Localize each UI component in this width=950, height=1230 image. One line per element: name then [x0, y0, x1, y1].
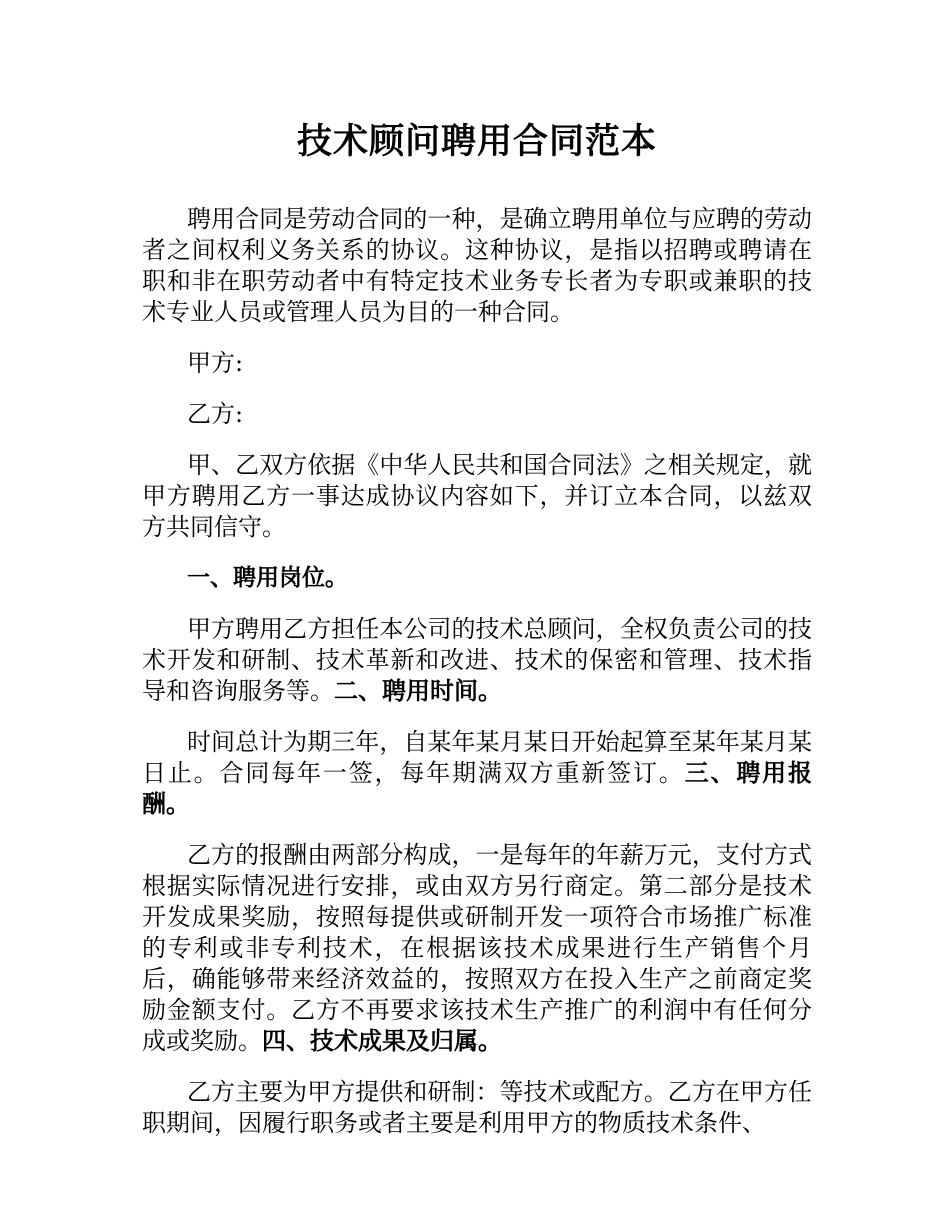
section-3-heading: 三、聘用报酬。 [142, 759, 813, 818]
section-4-heading: 四、技术成果及归属。 [262, 1027, 502, 1055]
section-2-heading: 二、聘用时间。 [334, 677, 502, 705]
section-2-body: 时间总计为期三年，自某年某月某日开始起算至某年某月某日止。合同每年一签，每年期满双方重新签订。 [142, 728, 812, 787]
document-title: 技术顾问聘用合同范本 [296, 122, 657, 162]
section-2-paragraph [142, 727, 812, 820]
section-1-paragraph [142, 614, 812, 707]
section-3-body: 乙方的报酬由两部分构成，一是每年的年薪万元，支付方式根据实际情况进行安排，或由双方另行商定。第二部分是技术开发成果奖励，按照每提供或研制开发一项符合市场推广标准的专利或非专利技术，在根据该技术成果进行生产销售个月后，确能够带来经济效益的，按照双方在投入生产之前商定奖励金额支付。乙方不再要求该技术生产推广的利润中有任何分成或奖励。 [142, 841, 812, 1055]
intro-paragraph: 聘用合同是劳动合同的一种，是确立聘用单位与应聘的劳动者之间权利义务关系的协议。这种协议，是指以招聘或聘请在职和非在职劳动者中有特定技术业务专长者为专职或兼职的技术专业人员或管理人员为目的一种合同。 [142, 205, 812, 326]
party-a-line: 甲方: [187, 349, 244, 377]
section-1-body: 甲方聘用乙方担任本公司的技术总顾问，全权负责公司的技术开发和研制、技术革新和改进、技术的保密和管理、技术指导和咨询服务等。 [142, 615, 812, 705]
party-b-line: 乙方: [187, 400, 244, 428]
preamble-paragraph: 甲、乙双方依据《中华人民共和国合同法》之相关规定，就甲方聘用乙方一事达成协议内容如下，并订立本合同，以兹双方共同信守。 [142, 451, 812, 541]
section-4-paragraph: 乙方主要为甲方提供和研制：等技术或配方。乙方在甲方任职期间，因履行职务或者主要是利用甲方的物质技术条件、 [142, 1078, 812, 1137]
section-3-paragraph [142, 840, 812, 1057]
document-page [142, 116, 812, 1159]
section-1-heading: 一、聘用岗位。 [187, 565, 348, 591]
